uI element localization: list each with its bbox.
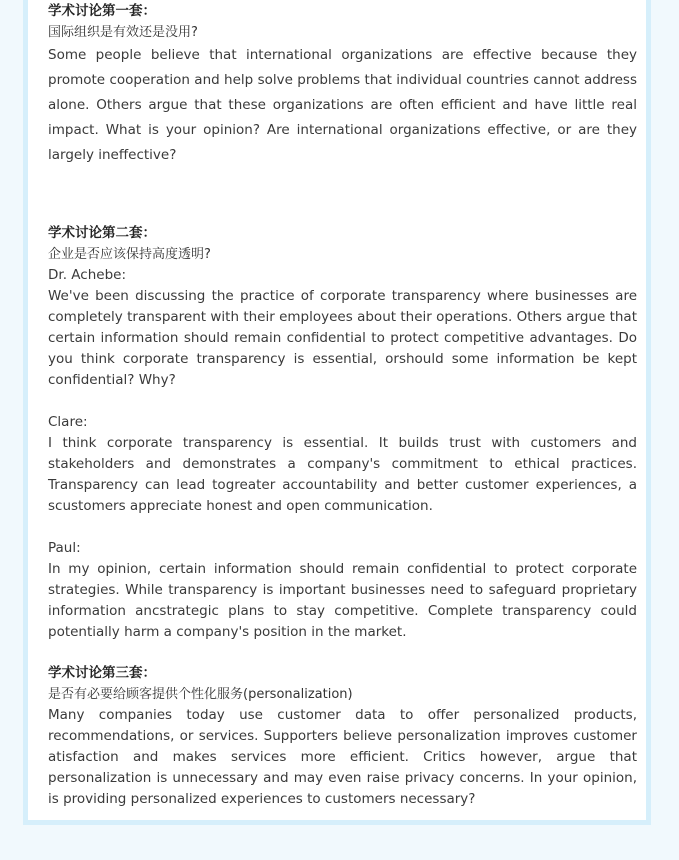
- set-3-prompt: Many companies today use customer data to offer personalized products, recommendations, or services. Supporters believe personalization improves customer atisfaction and makes services more efficient. Critics however, argue that personalization is unnecessary and may even raise privacy concerns. In your opinion, is providing personalized experiences to customers necessary?: [48, 707, 637, 807]
- professor-name: Dr. Achebe:: [48, 267, 126, 283]
- set-3-question: 是否有必要给顾客提供个性化服务(personalization): [48, 687, 353, 702]
- student-2-name: Paul:: [48, 540, 81, 556]
- set-3-heading: 学术讨论第三套：: [48, 665, 156, 681]
- set-1-prompt: Some people believe that international organizations are effective because they promote cooperation and help solve problems that individual countries cannot address alone. Others argue that these organizations are often efficient and have little real impact. What is your opinion? Are international organizations effective, or are they largely ineffective?: [48, 47, 637, 163]
- student-1-name: Clare:: [48, 414, 88, 430]
- discussion-set-3: [48, 663, 637, 810]
- professor-text: We've been discussing the practice of corporate transparency where businesses are completely transparent with their employees about their operations. Others argue that certain information should remain confidential to protect competitive advantages. Do you think corporate transparency is essential, orshould some information be kept confidential? Why?: [48, 288, 637, 388]
- discussion-set-1: [48, 1, 637, 168]
- set-2-question: 企业是否应该保持高度透明?: [48, 247, 211, 262]
- discussion-set-2: [48, 223, 637, 643]
- set-1-heading: 学术讨论第一套：: [48, 3, 156, 19]
- document-card: [23, 0, 651, 825]
- set-2-heading: 学术讨论第二套：: [48, 225, 156, 241]
- student-1-text: I think corporate transparency is essential. It builds trust with customers and stakeholders and demonstrates a company's commitment to ethical practices. Transparency can lead togreater accountability and better customer experiences, a scustomers appreciate honest and open communication.: [48, 435, 637, 514]
- set-1-question: 国际组织是有效还是没用?: [48, 25, 198, 40]
- student-2-text: In my opinion, certain information should remain confidential to protect corporate strategies. While transparency is important businesses need to safeguard proprietary information ancstrategic plans to stay competitive. Complete transparency could potentially harm a company's position in the market.: [48, 561, 637, 640]
